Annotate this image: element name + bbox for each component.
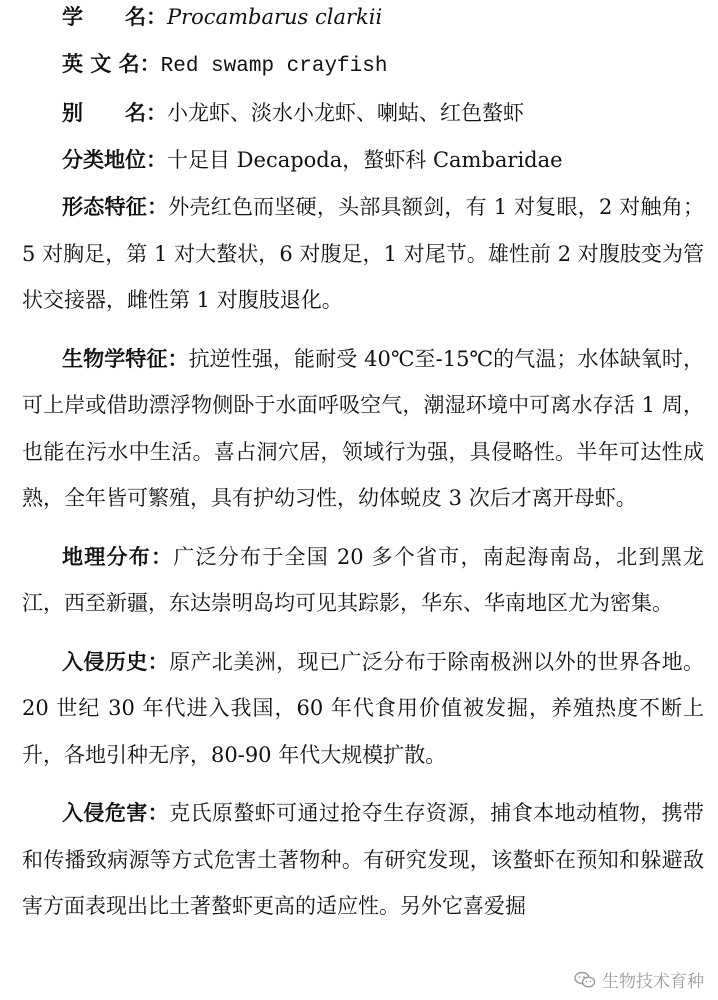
- field-classification: [22, 137, 704, 184]
- field-value: Red swamp crayfish: [160, 55, 388, 78]
- section-invasion-history: [22, 639, 704, 779]
- field-value: Procambarus clarkii: [167, 5, 383, 29]
- section-text: 克氏原螯虾可通过抢夺生存资源，捕食本地动植物，携带和传播致病源等方式危害土著物种。有研究发现，该螯虾在预知和躲避敌害方面表现出比土著螯虾更高的适应性。另外它喜爱掘: [22, 801, 705, 918]
- field-value: 小龙虾、淡水小龙虾、喇蛄、红色螯虾: [167, 101, 524, 125]
- section-text: 抗逆性强，能耐受 40℃至-15℃的气温；水体缺氧时，可上岸或借助漂浮物侧卧于水面呼吸空气，潮湿环境中可离水存活 1 周，也能在污水中生活。喜占洞穴居，领域行为强，具侵略性。半年可达性成熟，全年皆可繁殖，具有护幼习性，幼体蜕皮 3 次后才离开母虾。: [22, 346, 704, 510]
- section-text: 原产北美洲，现已广泛分布于除南极洲以外的世界各地。20 世纪 30 年代进入我国，60 年代食用价值被发掘，养殖热度不断上升，各地引种无序，80-90 年代大规模扩散。: [22, 649, 705, 767]
- section-text: 外壳红色而坚硬，头部具额剑，有 1 对复眼，2 对触角；5 对胸足，第 1 对大螯状，6 对腹足，1 对尾节。雄性前 2 对腹肢变为管状交接器，雌性第 1 对腹肢退化。: [22, 195, 705, 312]
- wechat-icon: [574, 971, 596, 989]
- field-label: 学 名：: [62, 5, 167, 29]
- section-biology: [22, 336, 704, 522]
- section-label: 形态特征：: [62, 195, 169, 219]
- field-scientific-name: [22, 0, 704, 41]
- field-value: 十足目 Decapoda，螯虾科 Cambaridae: [167, 148, 563, 172]
- field-label: 英 文 名：: [62, 52, 161, 76]
- watermark-text: 生物技术育种: [602, 972, 704, 992]
- section-label: 入侵历史：: [62, 649, 170, 674]
- section-label: 入侵危害：: [62, 801, 170, 825]
- section-label: 地理分布：: [62, 544, 174, 569]
- section-morphology: [22, 184, 704, 324]
- section-distribution: [22, 534, 704, 627]
- field-english-name: [22, 41, 704, 90]
- watermark: [570, 965, 708, 994]
- section-text: 广泛分布于全国 20 多个省市，南起海南岛，北到黑龙江，西至新疆，东达崇明岛均可见其踪影，华东、华南地区尤为密集。: [22, 544, 705, 615]
- field-label: 别 名：: [62, 101, 167, 125]
- field-label: 分类地位：: [62, 148, 167, 172]
- section-invasion-harm: [22, 790, 704, 930]
- field-alias: [22, 90, 704, 137]
- section-label: 生物学特征：: [62, 346, 189, 371]
